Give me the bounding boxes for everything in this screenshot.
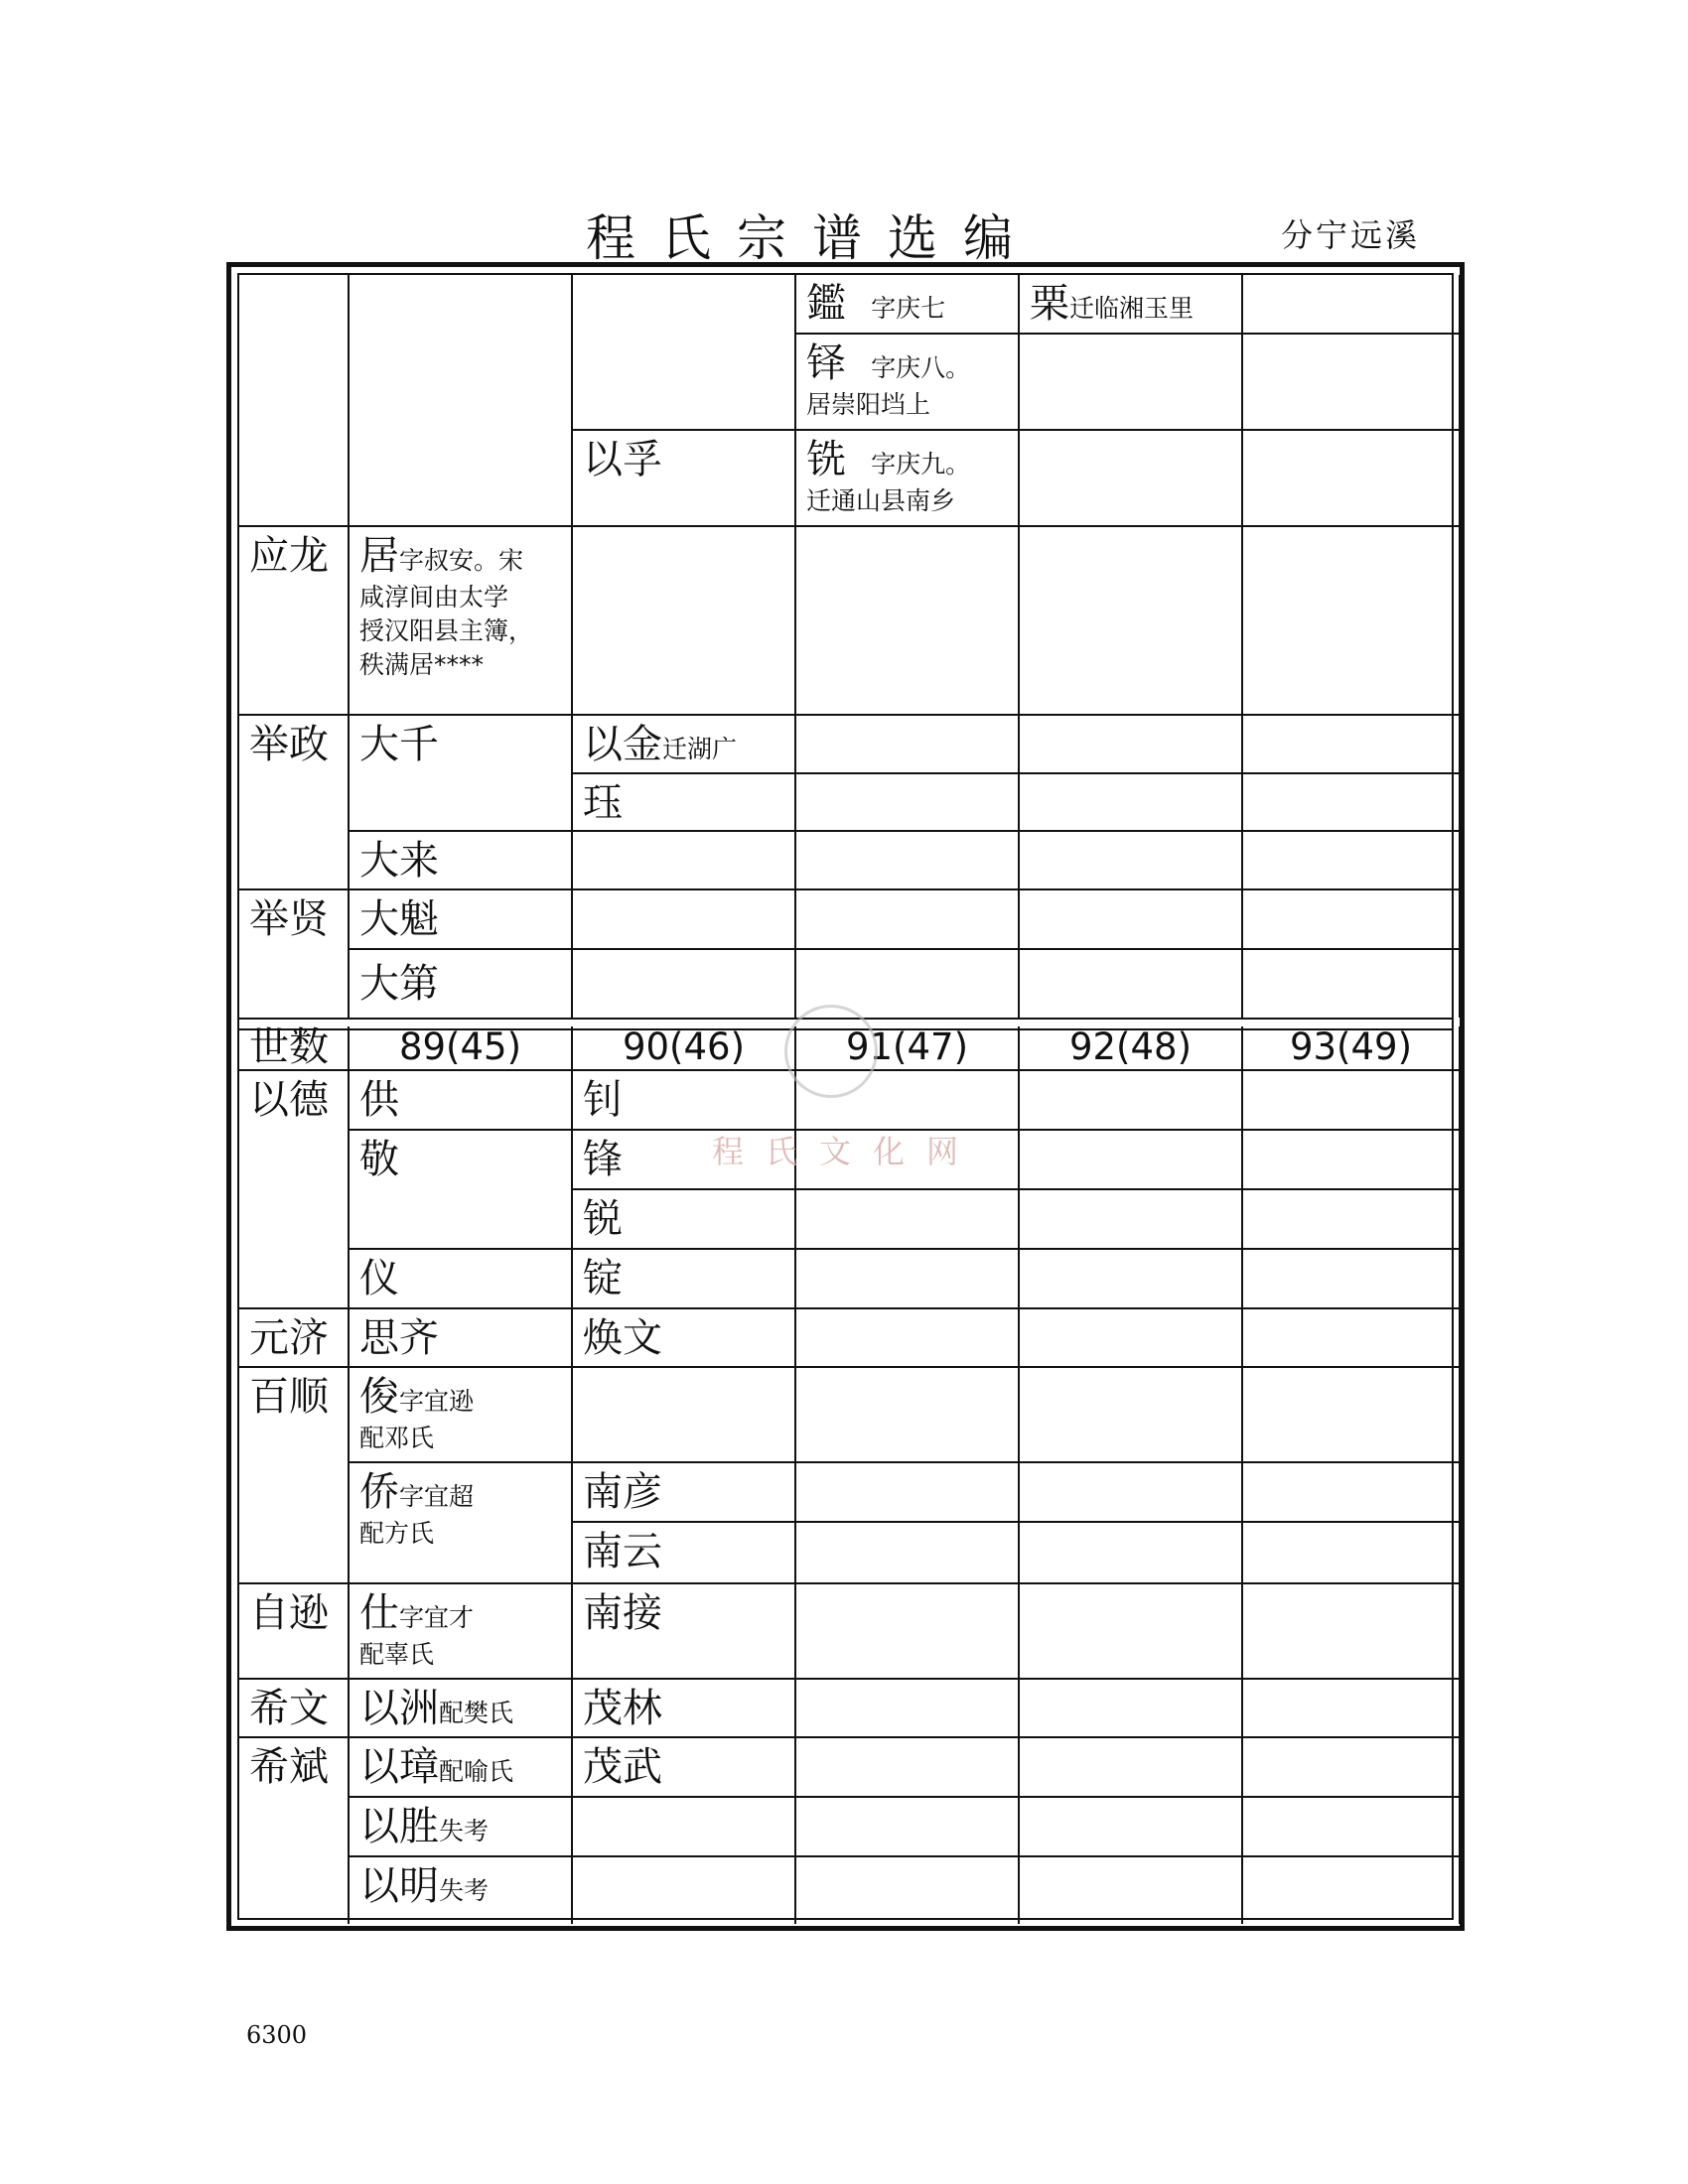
- person-note: 授汉阳县主簿，: [359, 616, 534, 645]
- generation-90: 90(46): [573, 1026, 796, 1071]
- person-note: 字庆七: [871, 294, 946, 323]
- empty-cell: [796, 1190, 1020, 1250]
- person-nanjie: 南接: [573, 1584, 796, 1680]
- empty-cell: [1243, 1680, 1461, 1738]
- person-xian: [796, 431, 1020, 527]
- empty-cell: [1020, 1798, 1243, 1857]
- genealogy-table: [237, 273, 1454, 1920]
- empty-cell: [1020, 1071, 1243, 1131]
- person-dadi: [350, 950, 573, 1018]
- person-name: 居: [359, 533, 399, 579]
- empty-cell: [1243, 431, 1461, 527]
- person-name: 栗: [1030, 281, 1069, 327]
- empty-cell: [1243, 1738, 1461, 1798]
- person-dakui: [350, 890, 573, 950]
- ancestor-yide: 以德: [239, 1071, 350, 1309]
- empty-cell: [1020, 1584, 1243, 1680]
- person-yi: 仪: [350, 1250, 573, 1309]
- page-number: 6300: [246, 2021, 308, 2049]
- ancestor-zixun: 自逊: [239, 1584, 350, 1680]
- person-ju: [350, 527, 573, 716]
- person-ding: 锭: [573, 1250, 796, 1309]
- empty-cell: [573, 832, 796, 890]
- person-maowu: 茂武: [573, 1738, 796, 1798]
- generation-label: 世数: [239, 1026, 350, 1071]
- person-name: 珏: [583, 780, 623, 826]
- person-shi: 仕字宜才 配辜氏: [350, 1584, 573, 1680]
- person-name: 铎: [806, 341, 846, 386]
- empty-cell: [1020, 716, 1243, 774]
- empty-cell: [1020, 335, 1243, 431]
- empty-cell: [1243, 335, 1461, 431]
- genealogy-table-frame: [226, 262, 1465, 1931]
- empty-cell: [1020, 774, 1243, 832]
- empty-cell: [796, 832, 1020, 890]
- person-rui: 锐: [573, 1190, 796, 1250]
- empty-cell: [1020, 832, 1243, 890]
- ancestor-juxian: [239, 890, 350, 1018]
- empty-cell: [796, 1680, 1020, 1738]
- empty-cell: [1020, 950, 1243, 1018]
- watermark-text: 程氏文化网: [712, 1133, 981, 1170]
- upper-gen90-cell: [573, 275, 796, 431]
- person-name: 以孚: [583, 437, 662, 482]
- empty-cell: [796, 1250, 1020, 1309]
- ancestor-baishun: 百顺: [239, 1368, 350, 1584]
- person-yizhang: 以璋配喻氏: [350, 1738, 573, 1798]
- empty-cell: [1243, 1071, 1461, 1131]
- empty-cell: [1243, 716, 1461, 774]
- person-note: 字庆八。: [871, 353, 971, 382]
- ancestor-yinglong: [239, 527, 350, 716]
- person-name: 以金: [583, 722, 662, 767]
- page-title: 程氏宗谱选编: [586, 209, 1039, 267]
- empty-cell: [1243, 832, 1461, 890]
- person-yifu: [573, 431, 796, 527]
- empty-cell: [796, 1584, 1020, 1680]
- empty-cell: [1243, 774, 1461, 832]
- person-feng: 锋: [573, 1131, 796, 1190]
- person-note: 字庆九。: [871, 450, 971, 478]
- empty-cell: [796, 1368, 1020, 1463]
- person-note: 咸淳间由太学: [359, 583, 509, 612]
- empty-cell: [1020, 1250, 1243, 1309]
- watermark-seal-icon: [784, 1005, 878, 1098]
- person-jing: 敬: [350, 1131, 573, 1250]
- person-name: 大魁: [359, 896, 439, 942]
- empty-cell: [1243, 890, 1461, 950]
- person-note: 秩满居****: [359, 650, 485, 679]
- person-huanwen: 焕文: [573, 1309, 796, 1368]
- generation-91: 91(47): [796, 1026, 1020, 1071]
- person-yijin: [573, 716, 796, 774]
- empty-cell: [796, 1738, 1020, 1798]
- person-daqian: [350, 716, 573, 832]
- empty-cell: [796, 1857, 1020, 1924]
- person-gong: 供: [350, 1071, 573, 1131]
- empty-cell: [1020, 527, 1243, 716]
- empty-cell: [796, 1523, 1020, 1584]
- empty-cell: [1243, 1523, 1461, 1584]
- person-note: 迁通山县南乡: [806, 486, 956, 515]
- ancestor-juzheng: [239, 716, 350, 890]
- empty-cell: [573, 890, 796, 950]
- generation-93: 93(49): [1243, 1026, 1461, 1071]
- person-yizhou: 以洲配樊氏: [350, 1680, 573, 1738]
- person-name: 鑑: [806, 281, 846, 327]
- empty-cell: [573, 1368, 796, 1463]
- empty-cell: [1020, 1190, 1243, 1250]
- person-jue: [573, 774, 796, 832]
- person-zhao: 钊: [573, 1071, 796, 1131]
- empty-cell: [1020, 1309, 1243, 1368]
- person-name: 大千: [359, 722, 439, 767]
- person-name: 大来: [359, 838, 439, 884]
- empty-cell: [1243, 950, 1461, 1018]
- generation-89: 89(45): [350, 1026, 573, 1071]
- person-siqi: 思齐: [350, 1309, 573, 1368]
- person-note: 迁临湘玉里: [1069, 294, 1195, 323]
- empty-cell: [796, 716, 1020, 774]
- ancestor-xibin: 希斌: [239, 1738, 350, 1924]
- empty-cell: [573, 1798, 796, 1857]
- empty-cell: [573, 1857, 796, 1924]
- empty-cell: [1243, 1798, 1461, 1857]
- person-yisheng: 以胜失考: [350, 1798, 573, 1857]
- generation-92: 92(48): [1020, 1026, 1243, 1071]
- person-name: 应龙: [249, 533, 329, 579]
- empty-cell: [1020, 1368, 1243, 1463]
- person-name: 举政: [249, 722, 329, 767]
- person-nanyun: 南云: [573, 1523, 796, 1584]
- empty-cell: [1243, 1190, 1461, 1250]
- empty-cell: [1020, 1738, 1243, 1798]
- empty-cell: [1243, 527, 1461, 716]
- person-note: 迁湖广: [662, 735, 738, 763]
- person-maolin: 茂林: [573, 1680, 796, 1738]
- person-note: 字叔安。宋: [399, 546, 524, 575]
- empty-cell: [573, 950, 796, 1018]
- ancestor-yuanji: 元济: [239, 1309, 350, 1368]
- empty-cell: [1020, 1463, 1243, 1523]
- person-note: 居崇阳垱上: [806, 390, 931, 419]
- person-jian: [796, 275, 1020, 335]
- empty-cell: [796, 1798, 1020, 1857]
- empty-cell: [1243, 1857, 1461, 1924]
- person-li: [1020, 275, 1243, 335]
- empty-cell: [1243, 1463, 1461, 1523]
- empty-cell: [1020, 1523, 1243, 1584]
- person-dalai: [350, 832, 573, 890]
- person-name: 大第: [359, 961, 439, 1007]
- empty-cell: [796, 1309, 1020, 1368]
- person-yi: [796, 335, 1020, 431]
- empty-cell: [1020, 1680, 1243, 1738]
- upper-ancestor-cell: [239, 275, 350, 527]
- person-jun: 俊字宜逊 配邓氏: [350, 1368, 573, 1463]
- empty-cell: [1243, 1584, 1461, 1680]
- person-name: 铣: [806, 437, 846, 482]
- empty-cell: [796, 1463, 1020, 1523]
- empty-cell: [1020, 1857, 1243, 1924]
- empty-cell: [1020, 890, 1243, 950]
- region-label: 分宁远溪: [1281, 216, 1421, 254]
- empty-cell: [573, 527, 796, 716]
- person-name: 举贤: [249, 896, 329, 942]
- empty-cell: [1243, 1131, 1461, 1190]
- empty-cell: [796, 774, 1020, 832]
- empty-cell: [1243, 1309, 1461, 1368]
- empty-cell: [1243, 1250, 1461, 1309]
- empty-cell: [1020, 431, 1243, 527]
- empty-cell: [1020, 1131, 1243, 1190]
- empty-cell: [796, 890, 1020, 950]
- person-qiao: 侨字宜超 配方氏: [350, 1463, 573, 1584]
- person-yiming: 以明失考: [350, 1857, 573, 1924]
- person-nanyan: 南彦: [573, 1463, 796, 1523]
- empty-cell: [1243, 1368, 1461, 1463]
- upper-gen89-cell: [350, 275, 573, 527]
- ancestor-xiwen: 希文: [239, 1680, 350, 1738]
- empty-cell: [1243, 275, 1461, 335]
- empty-cell: [796, 527, 1020, 716]
